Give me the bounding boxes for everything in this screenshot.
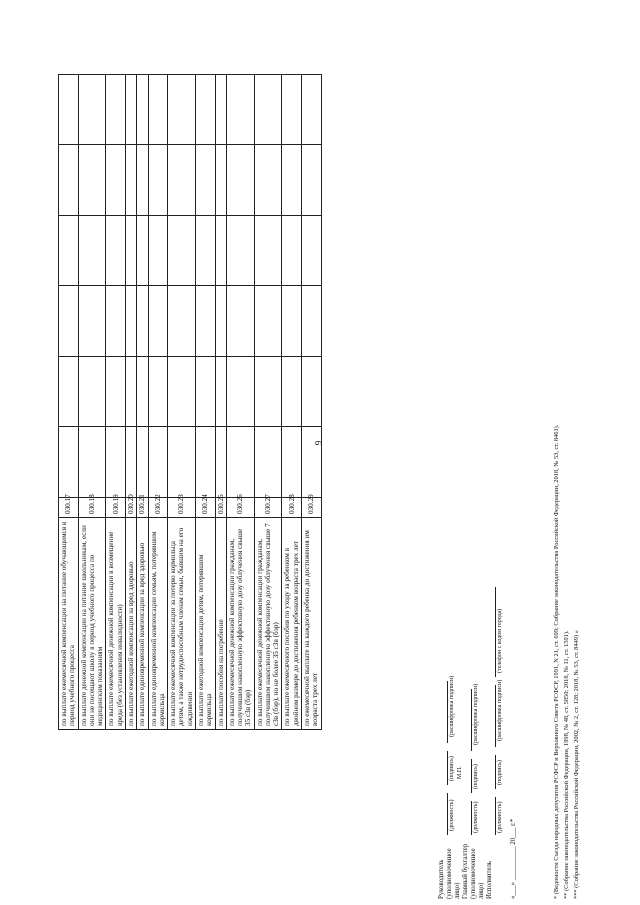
- table-row: [125, 75, 136, 730]
- head-label: Руководитель (уполномоченное лицо): [438, 848, 461, 899]
- row-code: 030.21: [137, 498, 148, 518]
- value-cell: [282, 286, 302, 357]
- value-cell: [215, 216, 226, 287]
- row-label: по выплате ежегодной компенсации за вред здоровью: [125, 518, 136, 730]
- value-cell: [195, 357, 215, 428]
- value-cell: [215, 286, 226, 357]
- value-cell: [78, 286, 106, 357]
- value-cell: [78, 357, 106, 428]
- head-signature-caption: (подпись): [449, 756, 455, 781]
- value-cell: [226, 216, 254, 287]
- table-row: [254, 75, 282, 730]
- row-code: 030.27: [254, 498, 282, 518]
- row-label: по выплате пособия на погребение: [215, 518, 226, 730]
- value-cell: [125, 145, 136, 216]
- row-code: 030.22: [148, 498, 168, 518]
- table-row: [78, 75, 106, 730]
- value-cell: [168, 145, 196, 216]
- value-cell: [106, 216, 126, 287]
- table-row: [168, 75, 196, 730]
- row-code: 030.28: [282, 498, 302, 518]
- row-code: 030.19: [106, 498, 126, 518]
- row-label: по выплате ежегодной компенсации детям, потерявшим кормильца: [195, 518, 215, 730]
- value-cell: [137, 216, 148, 287]
- value-cell: [254, 286, 282, 357]
- value-cell: [78, 216, 106, 287]
- value-cell: [125, 427, 136, 498]
- value-cell: [195, 216, 215, 287]
- row-label: по выплате ежемесячной компенсации за потерю кормильца детям, а также нетрудоспособным членам семьи, бывшим на его иждивении: [168, 518, 196, 730]
- row-code: 030.24: [195, 498, 215, 518]
- executor-phone-caption: (телефон с кодом города): [497, 608, 503, 673]
- row-code: 030.18: [78, 498, 106, 518]
- row-label: по выплате ежемесячной компенсации на питание обучающимся в период учебного процесса: [59, 518, 79, 730]
- value-cell: [59, 75, 79, 146]
- value-cell: [137, 286, 148, 357]
- value-cell: [168, 216, 196, 287]
- value-cell: [282, 75, 302, 146]
- row-label: по выплате денежной компенсации на питание школьникам, если они не посещают школу в период учебного процесса по медицинским показаниям: [78, 518, 106, 730]
- head-signature-row: [438, 279, 462, 899]
- executor-signature-row: [486, 279, 510, 899]
- row-code: 030.25: [215, 498, 226, 518]
- value-cell: [226, 427, 254, 498]
- executor-signature-caption: (подпись): [497, 760, 503, 785]
- row-label: по выплате единовременной компенсации за вред здоровью: [137, 518, 148, 730]
- value-cell: [254, 145, 282, 216]
- value-cell: [215, 357, 226, 428]
- value-cell: [215, 427, 226, 498]
- row-code: 030.20: [125, 498, 136, 518]
- value-cell: [302, 216, 322, 287]
- value-cell: [168, 286, 196, 357]
- table-row: [137, 75, 148, 730]
- value-cell: [302, 427, 322, 498]
- value-cell: [106, 145, 126, 216]
- value-cell: [282, 357, 302, 428]
- accountant-decoding-caption: (расшифровка подписи): [473, 683, 479, 745]
- accountant-signature-caption: (подпись): [473, 764, 479, 789]
- table-row: [282, 75, 302, 730]
- table-row: [226, 75, 254, 730]
- value-cell: [168, 357, 196, 428]
- value-cell: [195, 427, 215, 498]
- table-row: [148, 75, 168, 730]
- row-label: по выплате ежемесячной денежной компенсации гражданам, получившим накопленную эффективную дозу облучения свыше 7 сЗв (бэр), но не более 35 сЗв (бэр): [254, 518, 282, 730]
- signature-block: [438, 279, 524, 899]
- row-label: по выплате ежемесячной денежной компенсации гражданам, получившим накопленную эффективную дозу облучения свыше 35 сЗв (бэр): [226, 518, 254, 730]
- executor-position-caption: (должность): [497, 801, 503, 833]
- value-cell: [195, 286, 215, 357]
- page-number: 9: [313, 440, 324, 446]
- value-cell: [168, 427, 196, 498]
- value-cell: [148, 145, 168, 216]
- value-cell: [226, 75, 254, 146]
- row-code: 030.29: [302, 498, 322, 518]
- value-cell: [195, 145, 215, 216]
- table-row: [59, 75, 79, 730]
- value-cell: [125, 75, 136, 146]
- value-cell: [137, 145, 148, 216]
- accountant-position-caption: (должность): [473, 801, 479, 833]
- value-cell: [254, 427, 282, 498]
- value-cell: [302, 286, 322, 357]
- value-cell: [106, 427, 126, 498]
- table-row: [195, 75, 215, 730]
- value-cell: [302, 75, 322, 146]
- table-row: [106, 75, 126, 730]
- value-cell: [78, 145, 106, 216]
- table-row: [215, 75, 226, 730]
- value-cell: [302, 145, 322, 216]
- value-cell: [282, 427, 302, 498]
- value-cell: [226, 286, 254, 357]
- value-cell: [125, 286, 136, 357]
- value-cell: [226, 145, 254, 216]
- stamp-mark: М.П.: [457, 766, 463, 779]
- value-cell: [282, 145, 302, 216]
- value-cell: [254, 357, 282, 428]
- row-code: 030.17: [59, 498, 79, 518]
- value-cell: [106, 357, 126, 428]
- value-cell: [137, 427, 148, 498]
- footnote-3: *** (Собрание законодательства Российской Федерации, 2002, № 2, ст. 128; 2018, № 53, ст. 8449) »: [572, 630, 580, 899]
- value-cell: [59, 286, 79, 357]
- value-cell: [148, 357, 168, 428]
- value-cell: [59, 145, 79, 216]
- value-cell: [215, 75, 226, 146]
- value-cell: [137, 357, 148, 428]
- value-cell: [106, 286, 126, 357]
- head-decoding-caption: (расшифровка подписи): [449, 675, 455, 737]
- value-cell: [148, 427, 168, 498]
- table-row: [302, 75, 322, 730]
- value-cell: [282, 216, 302, 287]
- footnotes: [552, 39, 582, 899]
- row-code: 030.23: [168, 498, 196, 518]
- footnote-2: ** (Собрание законодательства Российской Федерации, 1998, № 48, ст. 5850; 2018, № 11, ст. 1591).: [562, 630, 570, 899]
- row-label: по выплате ежемесячной денежной компенсации в возмещение вреда (без установления инвалидности): [106, 518, 126, 730]
- value-cell: [59, 357, 79, 428]
- value-cell: [148, 75, 168, 146]
- accountant-signature-row: [462, 279, 486, 899]
- value-cell: [106, 75, 126, 146]
- executor-decoding-caption: (расшифровка подписи): [497, 679, 503, 741]
- row-code: 030.26: [226, 498, 254, 518]
- row-label: по ежемесячной выплате на каждого ребенка до достижения им возраста трех лет: [302, 518, 322, 730]
- row-label: по выплате ежемесячного пособия по уходу за ребенком в двойном размере до достижения ребенком возраста трех лет: [282, 518, 302, 730]
- head-position-caption: (должность): [449, 799, 455, 831]
- value-cell: [254, 75, 282, 146]
- value-cell: [137, 75, 148, 146]
- value-cell: [302, 357, 322, 428]
- value-cell: [168, 75, 196, 146]
- accountant-label: Главный бухгалтер (уполномоченное лицо): [462, 843, 485, 899]
- date-line: «___» __________ 20___ г.*: [510, 818, 517, 899]
- payments-table: [58, 74, 322, 730]
- value-cell: [254, 216, 282, 287]
- value-cell: [59, 216, 79, 287]
- value-cell: [125, 357, 136, 428]
- executor-label: Исполнитель: [486, 860, 493, 899]
- value-cell: [215, 145, 226, 216]
- value-cell: [195, 75, 215, 146]
- value-cell: [148, 216, 168, 287]
- value-cell: [59, 427, 79, 498]
- footnote-1: * (Ведомости Съезда народных депутатов РСФСР и Верховного Совета РСФСР, 1991, N 21, ст. 699; Собрание законодательства Российской Федерации, 2018, № 53, ст. 8461).: [553, 424, 560, 899]
- value-cell: [125, 216, 136, 287]
- value-cell: [78, 427, 106, 498]
- row-label: по выплате единовременной компенсации семьям, потерявшим кормильца: [148, 518, 168, 730]
- value-cell: [78, 75, 106, 146]
- value-cell: [148, 286, 168, 357]
- value-cell: [226, 357, 254, 428]
